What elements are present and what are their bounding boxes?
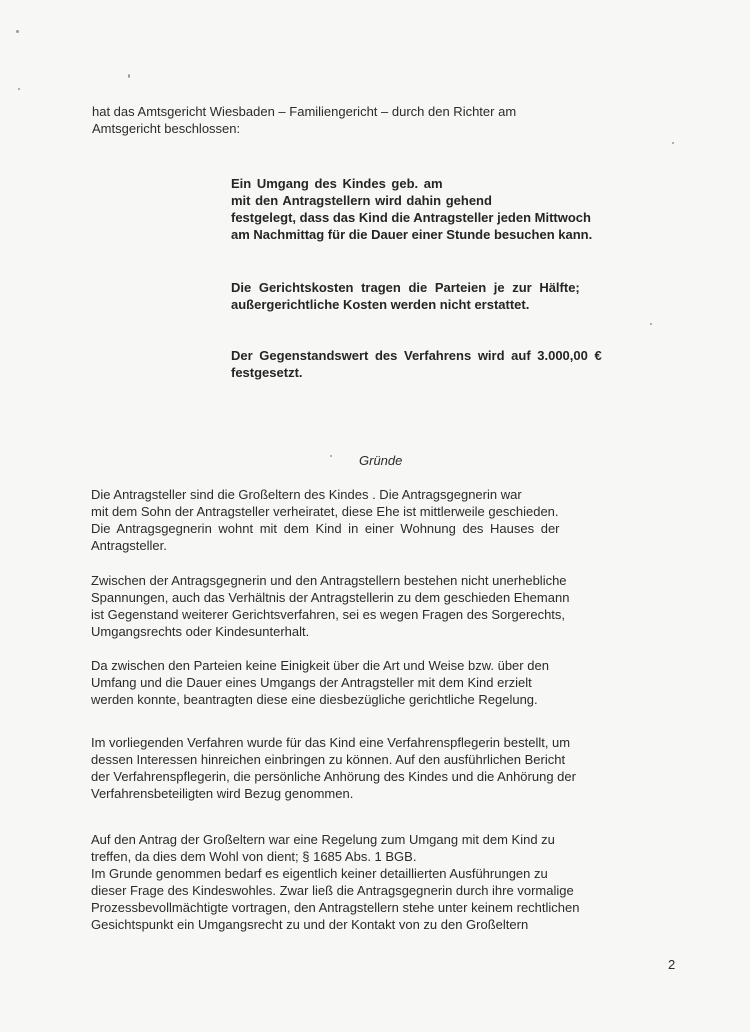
- ruling-p1-line-1: Ein Umgang des Kindes geb. am: [231, 176, 443, 191]
- ruling-p3-line-2: festgesetzt.: [231, 365, 303, 380]
- ruling-p2-line-1: Die Gerichtskosten tragen die Parteien je zur Hälfte;: [231, 280, 580, 295]
- page-number: 2: [668, 957, 676, 972]
- reasons-p1-line-1: Die Antragsteller sind die Großeltern des Kindes . Die Antragsgegnerin war: [91, 487, 522, 502]
- intro-line-1: hat das Amtsgericht Wiesbaden – Familiengericht – durch den Richter am: [92, 104, 517, 119]
- scan-speck: [672, 142, 674, 144]
- ruling-p3-line-1: Der Gegenstandswert des Verfahrens wird auf 3.000,00 €: [231, 348, 602, 363]
- reasons-p2-line-2: Spannungen, auch das Verhältnis der Antragstellerin zu dem geschieden Ehemann: [91, 590, 570, 605]
- reasons-p1-line-2: mit dem Sohn der Antragsteller verheiratet, diese Ehe ist mittlerweile geschieden.: [91, 504, 559, 519]
- reasons-p5-line-4: dieser Frage des Kindeswohles. Zwar ließ die Antragsgegnerin durch ihre vormalige: [91, 883, 574, 898]
- reasons-p1-line-4: Antragsteller.: [91, 538, 167, 553]
- reasons-p4-line-3: der Verfahrenspflegerin, die persönliche Anhörung des Kindes und die Anhörung der: [91, 769, 576, 784]
- reasons-p4-line-1: Im vorliegenden Verfahren wurde für das Kind eine Verfahrenspflegerin bestellt, um: [91, 735, 571, 750]
- ruling-p2-line-2: außergerichtliche Kosten werden nicht erstattet.: [231, 297, 530, 312]
- reasons-heading: Gründe: [359, 453, 403, 468]
- reasons-p5-line-1: Auf den Antrag der Großeltern war eine Regelung zum Umgang mit dem Kind zu: [91, 832, 555, 847]
- scan-speck: [18, 88, 20, 90]
- reasons-p5-line-2: treffen, da dies dem Wohl von dient; § 1685 Abs. 1 BGB.: [91, 849, 417, 864]
- scan-speck: [128, 74, 130, 78]
- reasons-p3-line-2: Umfang und die Dauer eines Umgangs der Antragsteller mit dem Kind erzielt: [91, 675, 532, 690]
- reasons-p4-line-4: Verfahrensbeteiligten wird Bezug genommen.: [91, 786, 354, 801]
- reasons-p5-line-5: Prozessbevollmächtigte vortragen, den Antragstellern stehe unter keinem rechtlichen: [91, 900, 580, 915]
- ruling-p1-line-2: mit den Antragstellern wird dahin gehend: [231, 193, 492, 208]
- ruling-p1-line-3: festgelegt, dass das Kind die Antragsteller jeden Mittwoch: [231, 210, 591, 225]
- reasons-p5-line-6: Gesichtspunkt ein Umgangsrecht zu und der Kontakt von zu den Großeltern: [91, 917, 529, 932]
- reasons-p4-line-2: dessen Interessen hinreichen einbringen zu können. Auf den ausführlichen Bericht: [91, 752, 566, 767]
- reasons-p2-line-1: Zwischen der Antragsgegnerin und den Antragstellern bestehen nicht unerhebliche: [91, 573, 567, 588]
- reasons-p2-line-4: Umgangsrechts oder Kindesunterhalt.: [91, 624, 310, 639]
- reasons-p5-line-3: Im Grunde genommen bedarf es eigentlich keiner detaillierten Ausführungen zu: [91, 866, 548, 881]
- reasons-p2-line-3: ist Gegenstand weiterer Gerichtsverfahren, sei es wegen Fragen des Sorgerechts,: [91, 607, 566, 622]
- scan-speck: [330, 455, 332, 457]
- scan-speck: [650, 323, 652, 325]
- scan-speck: [16, 30, 19, 33]
- ruling-p1-line-4: am Nachmittag für die Dauer einer Stunde besuchen kann.: [231, 227, 593, 242]
- intro-line-2: Amtsgericht beschlossen:: [92, 121, 241, 136]
- reasons-p3-line-1: Da zwischen den Parteien keine Einigkeit über die Art und Weise bzw. über den: [91, 658, 549, 673]
- reasons-p1-line-3: Die Antragsgegnerin wohnt mit dem Kind in einer Wohnung des Hauses der: [91, 521, 560, 536]
- reasons-p3-line-3: werden konnte, beantragten diese eine diesbezügliche gerichtliche Regelung.: [91, 692, 538, 707]
